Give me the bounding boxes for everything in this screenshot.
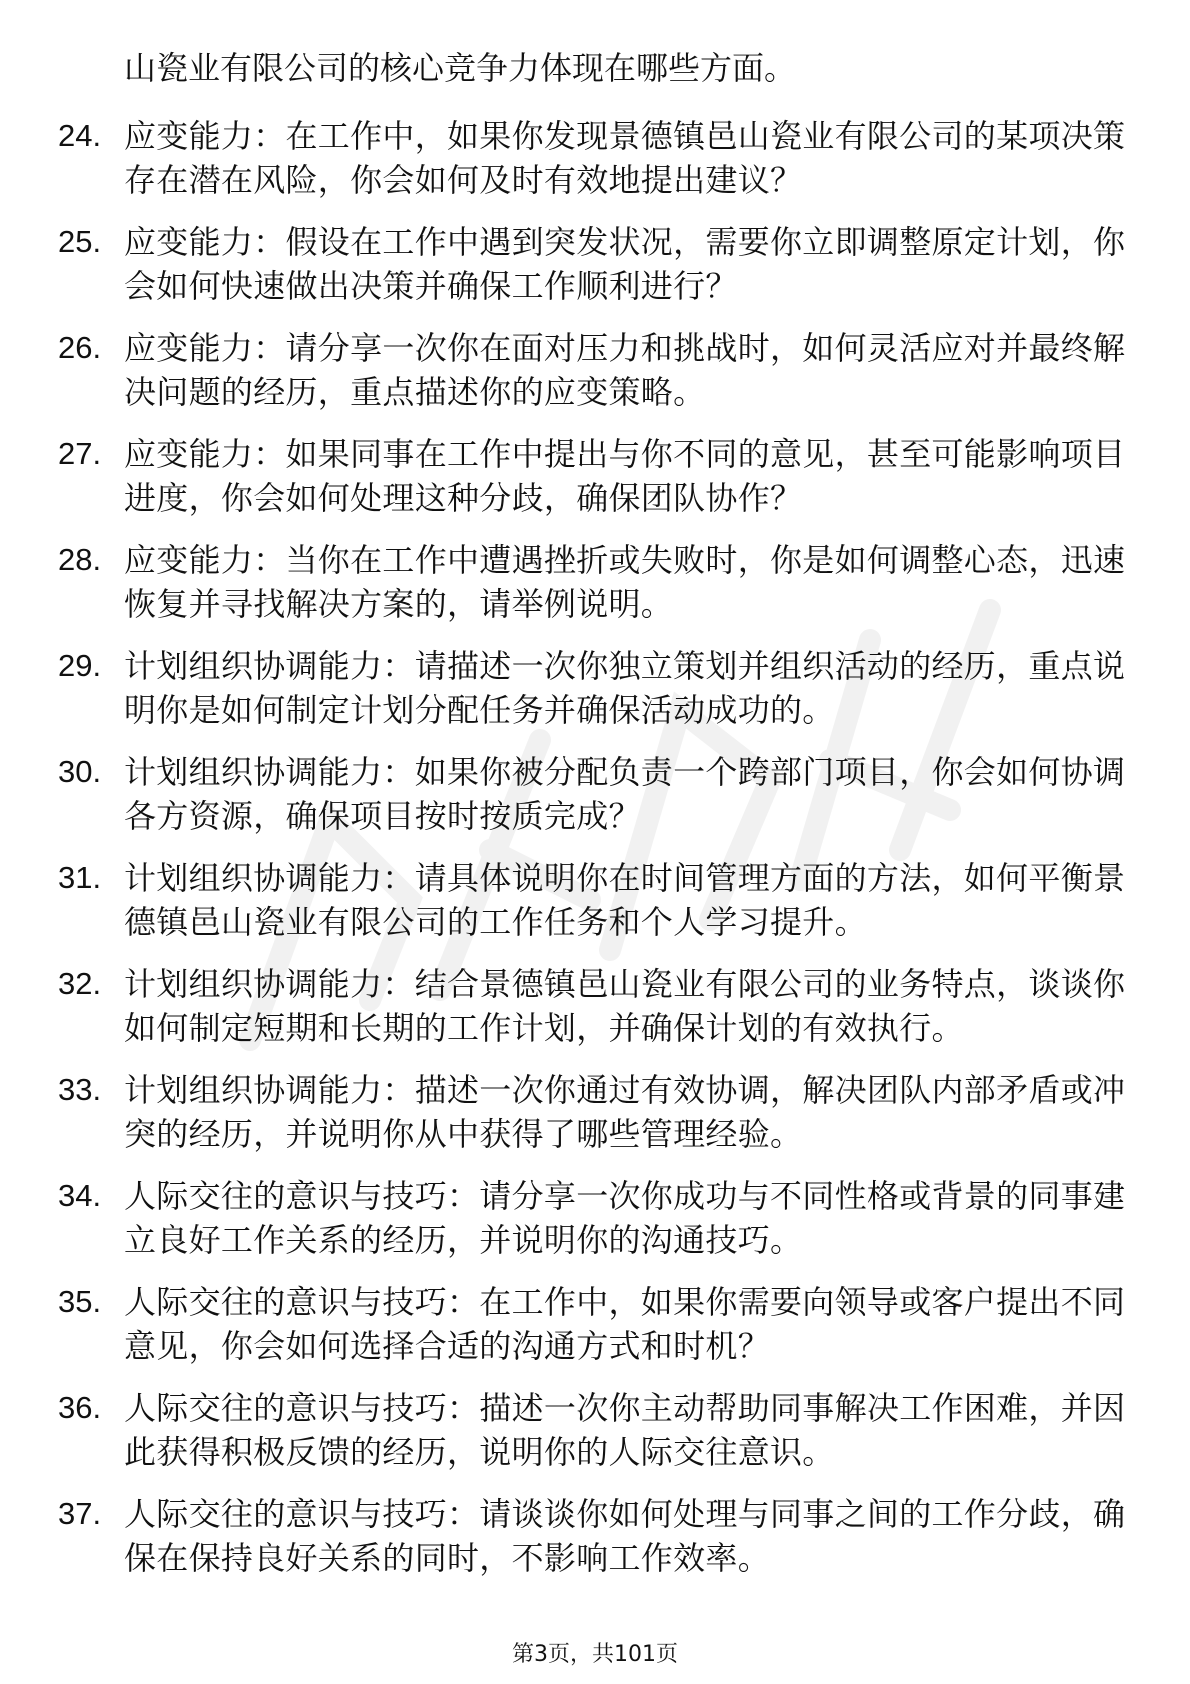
question-item: [58, 326, 1138, 414]
question-text: 计划组织协调能力：如果你被分配负责一个跨部门项目，你会如何协调各方资源，确保项目按时按质完成？: [124, 753, 1126, 835]
question-number: 27.: [58, 436, 102, 471]
page-footer: 第3页，共101页: [512, 1642, 678, 1667]
question-text: 应变能力：如果同事在工作中提出与你不同的意见，甚至可能影响项目进度，你会如何处理这种分歧，确保团队协作？: [124, 435, 1126, 517]
question-number: 33.: [58, 1072, 102, 1107]
question-text: 应变能力：假设在工作中遇到突发状况，需要你立即调整原定计划，你会如何快速做出决策并确保工作顺利进行？: [124, 223, 1126, 305]
question-item: [58, 1280, 1138, 1368]
question-text: 应变能力：当你在工作中遭遇挫折或失败时，你是如何调整心态，迅速恢复并寻找解决方案的，请举例说明。: [124, 541, 1126, 623]
question-text: 应变能力：请分享一次你在面对压力和挑战时，如何灵活应对并最终解决问题的经历，重点描述你的应变策略。: [124, 329, 1126, 411]
question-item: [58, 432, 1138, 520]
question-number: 30.: [58, 754, 102, 789]
question-text: 人际交往的意识与技巧：请分享一次你成功与不同性格或背景的同事建立良好工作关系的经历，并说明你的沟通技巧。: [124, 1177, 1126, 1259]
question-item: [58, 1492, 1138, 1580]
question-item: [58, 114, 1138, 202]
intro-text: 山瓷业有限公司的核心竞争力体现在哪些方面。: [124, 49, 797, 87]
question-number: 28.: [58, 542, 102, 577]
question-text: 人际交往的意识与技巧：描述一次你主动帮助同事解决工作困难，并因此获得积极反馈的经历，说明你的人际交往意识。: [124, 1389, 1126, 1471]
question-item: [58, 220, 1138, 308]
question-number: 34.: [58, 1178, 102, 1213]
question-item: [58, 1068, 1138, 1156]
question-number: 37.: [58, 1496, 102, 1531]
question-text: 人际交往的意识与技巧：在工作中，如果你需要向领导或客户提出不同意见，你会如何选择合适的沟通方式和时机？: [124, 1283, 1126, 1365]
question-item: [58, 750, 1138, 838]
question-text: 应变能力：在工作中，如果你发现景德镇邑山瓷业有限公司的某项决策存在潜在风险，你会如何及时有效地提出建议？: [124, 117, 1126, 199]
question-item: [58, 538, 1138, 626]
question-text: 计划组织协调能力：结合景德镇邑山瓷业有限公司的业务特点，谈谈你如何制定短期和长期的工作计划，并确保计划的有效执行。: [124, 965, 1126, 1047]
question-item: [58, 1386, 1138, 1474]
question-item: [58, 962, 1138, 1050]
question-text: 人际交往的意识与技巧：请谈谈你如何处理与同事之间的工作分歧，确保在保持良好关系的同时，不影响工作效率。: [124, 1495, 1126, 1577]
question-item: [58, 856, 1138, 944]
question-item: [58, 644, 1138, 732]
question-list: [58, 46, 1138, 1598]
question-number: 26.: [58, 330, 102, 365]
question-text: 计划组织协调能力：描述一次你通过有效协调，解决团队内部矛盾或冲突的经历，并说明你从中获得了哪些管理经验。: [124, 1071, 1126, 1153]
question-item: [58, 1174, 1138, 1262]
question-number: 24.: [58, 118, 102, 153]
question-number: 31.: [58, 860, 102, 895]
question-text: 计划组织协调能力：请描述一次你独立策划并组织活动的经历，重点说明你是如何制定计划分配任务并确保活动成功的。: [124, 647, 1126, 729]
question-text: 计划组织协调能力：请具体说明你在时间管理方面的方法，如何平衡景德镇邑山瓷业有限公司的工作任务和个人学习提升。: [124, 859, 1126, 941]
question-number: 32.: [58, 966, 102, 1001]
question-number: 35.: [58, 1284, 102, 1319]
question-number: 36.: [58, 1390, 102, 1425]
question-number: 25.: [58, 224, 102, 259]
question-number: 29.: [58, 648, 102, 683]
